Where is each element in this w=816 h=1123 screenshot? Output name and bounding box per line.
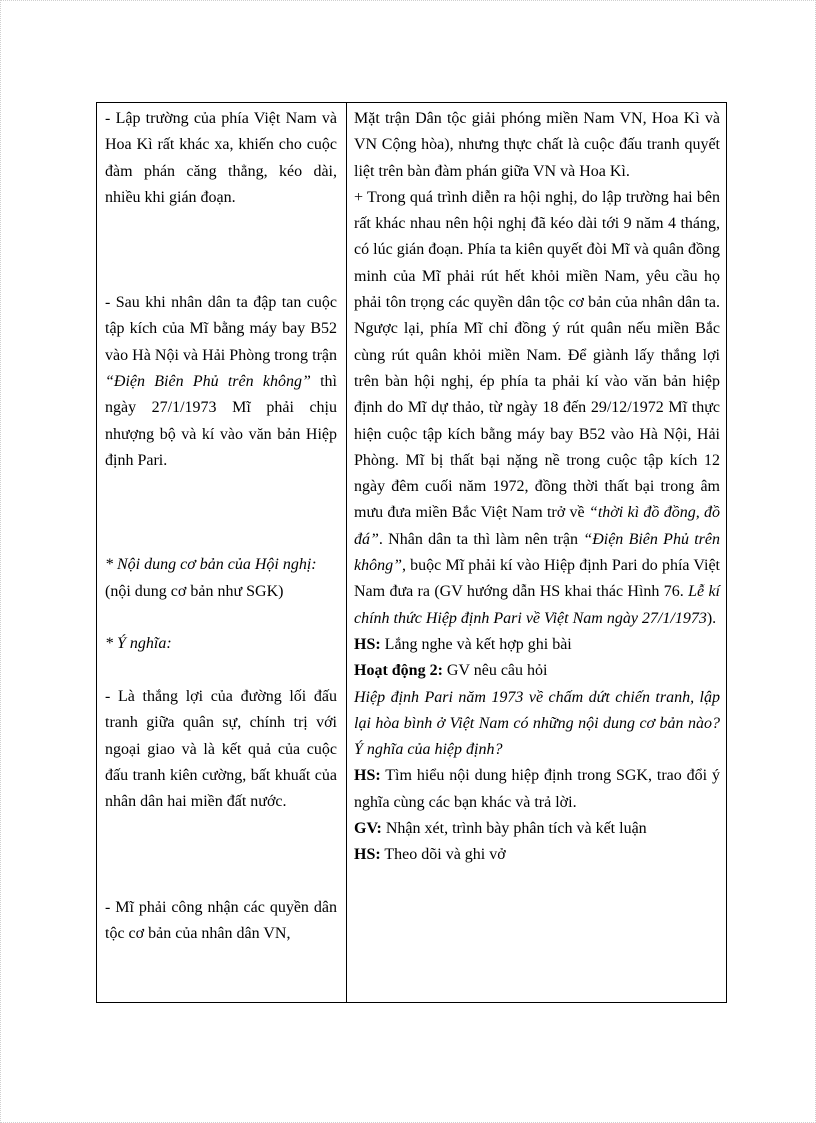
- right-activity-2: [354, 658, 720, 684]
- activity-text: GV nêu câu hỏi: [442, 662, 548, 680]
- gv-label: GV:: [354, 820, 382, 838]
- right-p1-text: Mặt trận Dân tộc giải phóng miền Nam VN, Hoa Kì và VN Cộng hòa), nhưng thực chất là cuộc đấu tranh quyết liệt trên bàn đàm phán giữa VN và Hoa Kì.: [354, 110, 720, 180]
- left-p5-text: - Là thắng lợi của đường lối đấu tranh giữa quân sự, chính trị với ngoại giao và là kết quả của cuộc đấu tranh kiên cường, bất khuất của nhân dân hai miền đất nước.: [105, 688, 337, 811]
- content-heading-text: * Nội dung cơ bản của Hội nghị:: [105, 556, 317, 574]
- hs-research-text: Tìm hiểu nội dung hiệp định trong SGK, trao đổi ý nghĩa cùng các bạn khác và trả lời.: [354, 767, 720, 811]
- right-p2-text-c: . Nhân dân ta thì làm nên trận: [378, 530, 584, 548]
- left-paragraph-negotiation: [105, 106, 337, 211]
- right-gv-comment: [354, 816, 720, 842]
- hs-follow-text: Theo dõi và ghi vở: [380, 846, 506, 864]
- right-question: [354, 685, 720, 764]
- content-body-text: (nội dung cơ bản như SGK): [105, 582, 284, 600]
- left-paragraph-recognition: [105, 895, 337, 948]
- right-column: [354, 106, 720, 869]
- left-p6-text: - Mĩ phải công nhận các quyền dân tộc cơ bản của nhân dân VN,: [105, 898, 337, 942]
- right-hs-research: [354, 763, 720, 816]
- left-column: [105, 106, 337, 947]
- right-hs-listen: [354, 632, 720, 658]
- right-paragraph-process: [354, 185, 720, 632]
- left-meaning-heading: [105, 631, 337, 657]
- right-hs-follow: [354, 842, 720, 868]
- left-paragraph-signing: [105, 290, 337, 474]
- left-content-body: [105, 579, 337, 605]
- right-p2-italic-f: Lễ kí chính thức Hiệp định Pari về Việt Nam ngày 27/1/1973: [354, 583, 720, 627]
- right-p2-text-a: + Trong quá trình diễn ra hội nghị, do lập trường hai bên rất khác nhau nên hội nghị đã kéo dài tới 9 năm 4 tháng, có lúc gián đoạn. Phía ta kiên quyết đòi Mĩ và quân đồng minh của Mĩ phải rút hết khỏi miền Nam, yêu cầu họ phải tôn trọng các quyền dân tộc cơ bản của nhân dân ta. Ngược lại, phía Mĩ chỉ đồng ý rút quân nếu miền Bắc cùng rút quân khỏi miền Nam. Để giành lấy thắng lợi trên bàn hội nghị, ép phía ta phải kí vào văn bản hiệp định do Mĩ dự thảo, từ ngày 18 đến 29/12/1972 Mĩ thực hiện cuộc tập kích bằng máy bay B52 vào Hà Nội, Hải Phòng. Mĩ bị thất bại nặng nề trong cuộc tập kích 12 ngày đêm cuối năm 1972, đồng thời thất bại trong âm mưu đưa miền Bắc Việt Nam trở về: [354, 188, 720, 522]
- hs-label: HS:: [354, 767, 381, 785]
- right-p2-text-g: ).: [706, 609, 717, 627]
- right-p2-italic-d: “Điện Biên Phủ trên không”: [354, 530, 720, 575]
- gv-comment-text: Nhận xét, trình bày phân tích và kết luận: [381, 820, 647, 838]
- left-p1-text: - Lập trường của phía Việt Nam và Hoa Kì rất khác xa, khiến cho cuộc đàm phán căng thẳng, kéo dài, nhiều khi gián đoạn.: [105, 110, 337, 206]
- activity-label: Hoạt động 2:: [354, 662, 443, 680]
- question-text: Hiệp định Pari năm 1973 về chấm dứt chiến tranh, lập lại hòa bình ở Việt Nam có những nội dung cơ bản nào? Ý nghĩa của hiệp định?: [354, 688, 720, 759]
- lesson-table: [96, 102, 727, 1003]
- left-paragraph-victory: [105, 684, 337, 815]
- left-p2-text-a: - Sau khi nhân dân ta đập tan cuộc tập kích của Mĩ bằng máy bay B52 vào Hà Nội và Hải Phòng trong trận: [105, 294, 337, 364]
- meaning-heading-text: * Ý nghĩa:: [105, 634, 172, 652]
- hs-label: HS:: [354, 635, 381, 653]
- left-content-heading: [105, 552, 337, 578]
- column-divider: [346, 103, 347, 1002]
- right-p2-italic-b: “thời kì đồ đồng, đồ đá”: [354, 504, 721, 548]
- hs-listen-text: Lắng nghe và kết hợp ghi bài: [380, 635, 572, 653]
- left-p2-italic: “Điện Biên Phủ trên không”: [105, 373, 311, 391]
- hs-label: HS:: [354, 846, 381, 864]
- right-paragraph-front: [354, 106, 720, 185]
- right-p2-text-e: , buộc Mĩ phải kí vào Hiệp định Pari do phía Việt Nam đưa ra (GV hướng dẫn HS khai thác Hình 76.: [354, 557, 720, 601]
- left-p2-text-c: thì ngày 27/1/1973 Mĩ phải chịu nhượng bộ và kí vào văn bản Hiệp định Pari.: [105, 373, 337, 469]
